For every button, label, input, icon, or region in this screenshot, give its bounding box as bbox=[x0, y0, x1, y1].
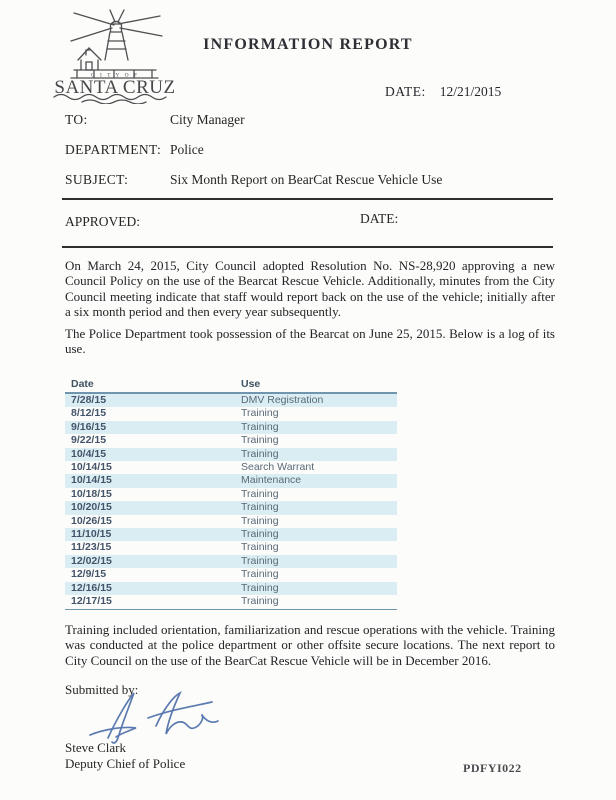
usage-use-cell: Search Warrant bbox=[241, 461, 315, 474]
usage-use-cell: Training bbox=[241, 434, 279, 447]
subject-label: SUBJECT: bbox=[65, 172, 129, 187]
field-to bbox=[65, 112, 556, 128]
table-row bbox=[65, 434, 397, 447]
usage-use-cell: Maintenance bbox=[241, 474, 302, 487]
usage-date-cell: 10/14/15 bbox=[71, 461, 112, 474]
usage-date-cell: 9/22/15 bbox=[71, 434, 107, 447]
date-label: DATE: bbox=[385, 84, 426, 99]
signer-title: Deputy Chief of Police bbox=[65, 756, 186, 771]
usage-date-cell: 7/28/15 bbox=[71, 394, 107, 406]
table-header-row bbox=[65, 377, 397, 393]
usage-date-cell: 10/20/15 bbox=[71, 501, 112, 514]
table-row bbox=[65, 393, 397, 407]
usage-date-cell: 11/23/15 bbox=[71, 541, 112, 554]
date-column-header: Date bbox=[65, 377, 235, 393]
table-row bbox=[65, 515, 397, 528]
approval-date-label: DATE: bbox=[360, 211, 399, 226]
department-label: DEPARTMENT: bbox=[65, 142, 162, 157]
usage-date-cell: 10/4/15 bbox=[71, 447, 107, 460]
approved-label: APPROVED: bbox=[65, 214, 141, 229]
table-row bbox=[65, 568, 397, 581]
body-paragraph-1: On March 24, 2015, City Council adopted Resolution No. NS-28,920 approving a new Council Policy on the use of the Bearcat Rescue Vehicle. Additionally, minutes from the City Council meeting indicate that staff would report back on the use of the vehicle; initially after a six month period and then every year subsequently. bbox=[65, 258, 555, 319]
usage-use-cell: Training bbox=[241, 541, 279, 554]
submitted-by-label: Submitted by: bbox=[65, 682, 139, 697]
field-department bbox=[65, 142, 556, 158]
usage-use-cell: Training bbox=[241, 447, 279, 460]
usage-date-cell: 12/17/15 bbox=[65, 595, 235, 609]
use-column-header: Use bbox=[235, 377, 397, 393]
usage-date-cell: 8/12/15 bbox=[71, 407, 107, 420]
table-row bbox=[65, 582, 397, 595]
usage-date-cell: 9/16/15 bbox=[71, 420, 107, 433]
usage-date-cell: 11/10/15 bbox=[71, 528, 112, 541]
usage-date-cell: 12/9/15 bbox=[71, 568, 107, 581]
date-value: 12/21/2015 bbox=[439, 84, 502, 99]
usage-use-cell: Training bbox=[241, 514, 279, 527]
usage-date-cell: 10/18/15 bbox=[71, 487, 112, 500]
usage-date-cell: 12/02/15 bbox=[71, 554, 112, 567]
to-label: TO: bbox=[65, 112, 88, 127]
body-paragraph-2: The Police Department took possession of the Bearcat on June 25, 2015. Below is a log of its use. bbox=[65, 326, 555, 357]
logo-city-of-text: C I T Y O F bbox=[90, 72, 140, 79]
divider-line bbox=[62, 198, 553, 200]
table-row bbox=[65, 448, 397, 461]
table-row bbox=[65, 541, 397, 554]
usage-date-cell: 12/16/15 bbox=[71, 581, 112, 594]
divider-line bbox=[62, 246, 553, 248]
table-row bbox=[65, 555, 397, 568]
table-row bbox=[65, 501, 397, 514]
usage-use-cell: Training bbox=[241, 581, 279, 594]
meta-fields bbox=[65, 112, 556, 202]
table-row bbox=[65, 421, 397, 434]
usage-use-cell: DMV Registration bbox=[241, 394, 324, 406]
report-date bbox=[385, 84, 501, 100]
logo-name-text: SANTA CRUZ bbox=[54, 77, 176, 98]
table-row bbox=[65, 488, 397, 501]
usage-date-cell: 10/14/15 bbox=[71, 474, 112, 487]
table-row bbox=[65, 461, 397, 474]
to-value: City Manager bbox=[170, 112, 245, 127]
table-row bbox=[65, 407, 397, 420]
usage-use-cell: Training bbox=[241, 568, 279, 581]
table-row bbox=[65, 595, 397, 609]
page-title: INFORMATION REPORT bbox=[203, 36, 413, 53]
usage-use-cell: Training bbox=[241, 501, 279, 514]
usage-use-cell: Training bbox=[241, 407, 279, 420]
usage-use-cell: Training bbox=[235, 595, 397, 609]
usage-date-cell: 10/26/15 bbox=[71, 514, 112, 527]
usage-use-cell: Training bbox=[241, 420, 279, 433]
signer-name: Steve Clark bbox=[65, 740, 127, 755]
table-row bbox=[65, 528, 397, 541]
usage-log-table bbox=[65, 377, 397, 610]
santa-cruz-logo bbox=[44, 8, 184, 104]
footer-document-code: PDFYI022 bbox=[463, 761, 522, 775]
approval-row bbox=[65, 211, 556, 230]
department-value: Police bbox=[170, 142, 204, 157]
lighthouse-sketch-icon bbox=[44, 8, 184, 104]
usage-use-cell: Training bbox=[241, 487, 279, 500]
field-subject bbox=[65, 172, 556, 188]
subject-value: Six Month Report on BearCat Rescue Vehicle Use bbox=[170, 172, 443, 187]
usage-use-cell: Training bbox=[241, 554, 279, 567]
table-row bbox=[65, 474, 397, 487]
closing-paragraph: Training included orientation, familiarization and rescue operations with the vehicle. Training was conducted at the police department or other offsite secure locations. The next report to City Council on the use of the BearCat Rescue Vehicle will be in December 2016. bbox=[65, 622, 555, 668]
usage-use-cell: Training bbox=[241, 528, 279, 541]
